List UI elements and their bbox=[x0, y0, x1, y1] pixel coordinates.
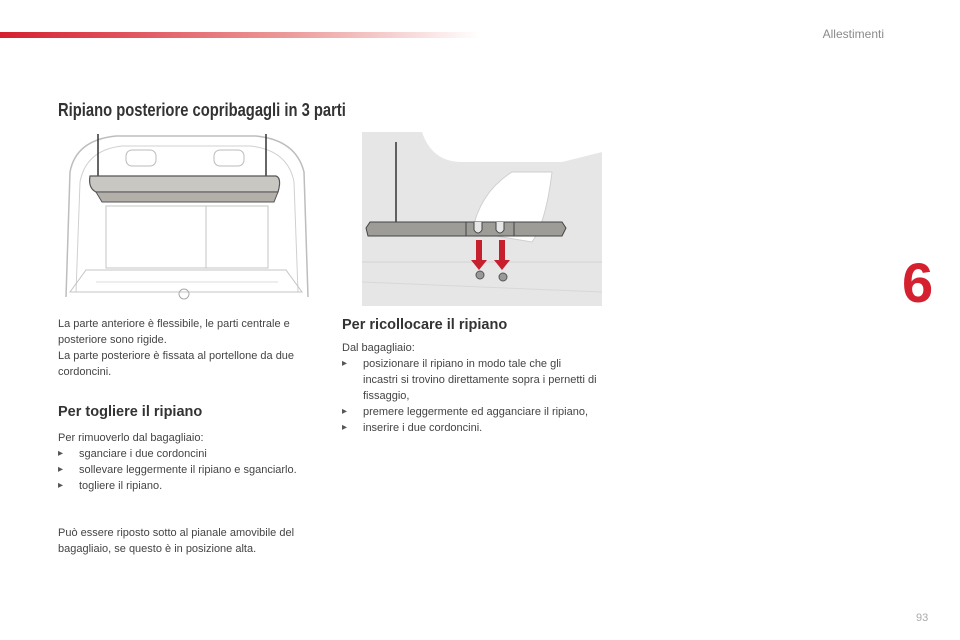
remove-steps bbox=[58, 446, 320, 494]
remove-lead: Per rimuoverlo dal bagagliaio: bbox=[58, 432, 204, 444]
shelf-refit-illustration bbox=[362, 132, 602, 306]
remove-instructions bbox=[58, 430, 320, 494]
list-item: ▸ premere leggermente ed agganciare il ripiano, bbox=[342, 404, 598, 420]
remove-note: Può essere riposto sotto al pianale amovibile del bagagliaio, se questo è in posizione alta. bbox=[58, 527, 295, 555]
refit-lead: Dal bagagliaio: bbox=[342, 342, 415, 354]
chapter-number: 6 bbox=[902, 251, 934, 314]
trunk-shelf-illustration bbox=[56, 132, 316, 304]
intro-line: La parte posteriore è fissata al portellone da due cordoncini. bbox=[58, 350, 295, 378]
list-item: ▸ inserire i due cordoncini. bbox=[342, 420, 598, 436]
section-label: Allestimenti bbox=[822, 27, 884, 41]
refit-heading: Per ricollocare il ripiano bbox=[342, 317, 508, 333]
list-item: ▸ sollevare leggermente il ripiano e sganciarlo. bbox=[58, 462, 320, 478]
list-item: ▸ posizionare il ripiano in modo tale che gli incastri si trovino direttamente sopra i pernetti di fissaggio, bbox=[342, 356, 598, 404]
page-number: 93 bbox=[916, 612, 929, 624]
intro-text bbox=[58, 316, 320, 380]
list-item: ▸ sganciare i due cordoncini bbox=[58, 446, 320, 462]
remove-heading: Per togliere il ripiano bbox=[58, 404, 203, 420]
header-color-bar bbox=[0, 32, 480, 38]
refit-instructions bbox=[342, 340, 598, 436]
list-item: ▸ togliere il ripiano. bbox=[58, 478, 320, 494]
refit-steps bbox=[342, 356, 598, 436]
page-title: Ripiano posteriore copribagagli in 3 parti bbox=[58, 100, 346, 120]
intro-line: La parte anteriore è flessibile, le parti centrale e posteriore sono rigide. bbox=[58, 318, 290, 346]
